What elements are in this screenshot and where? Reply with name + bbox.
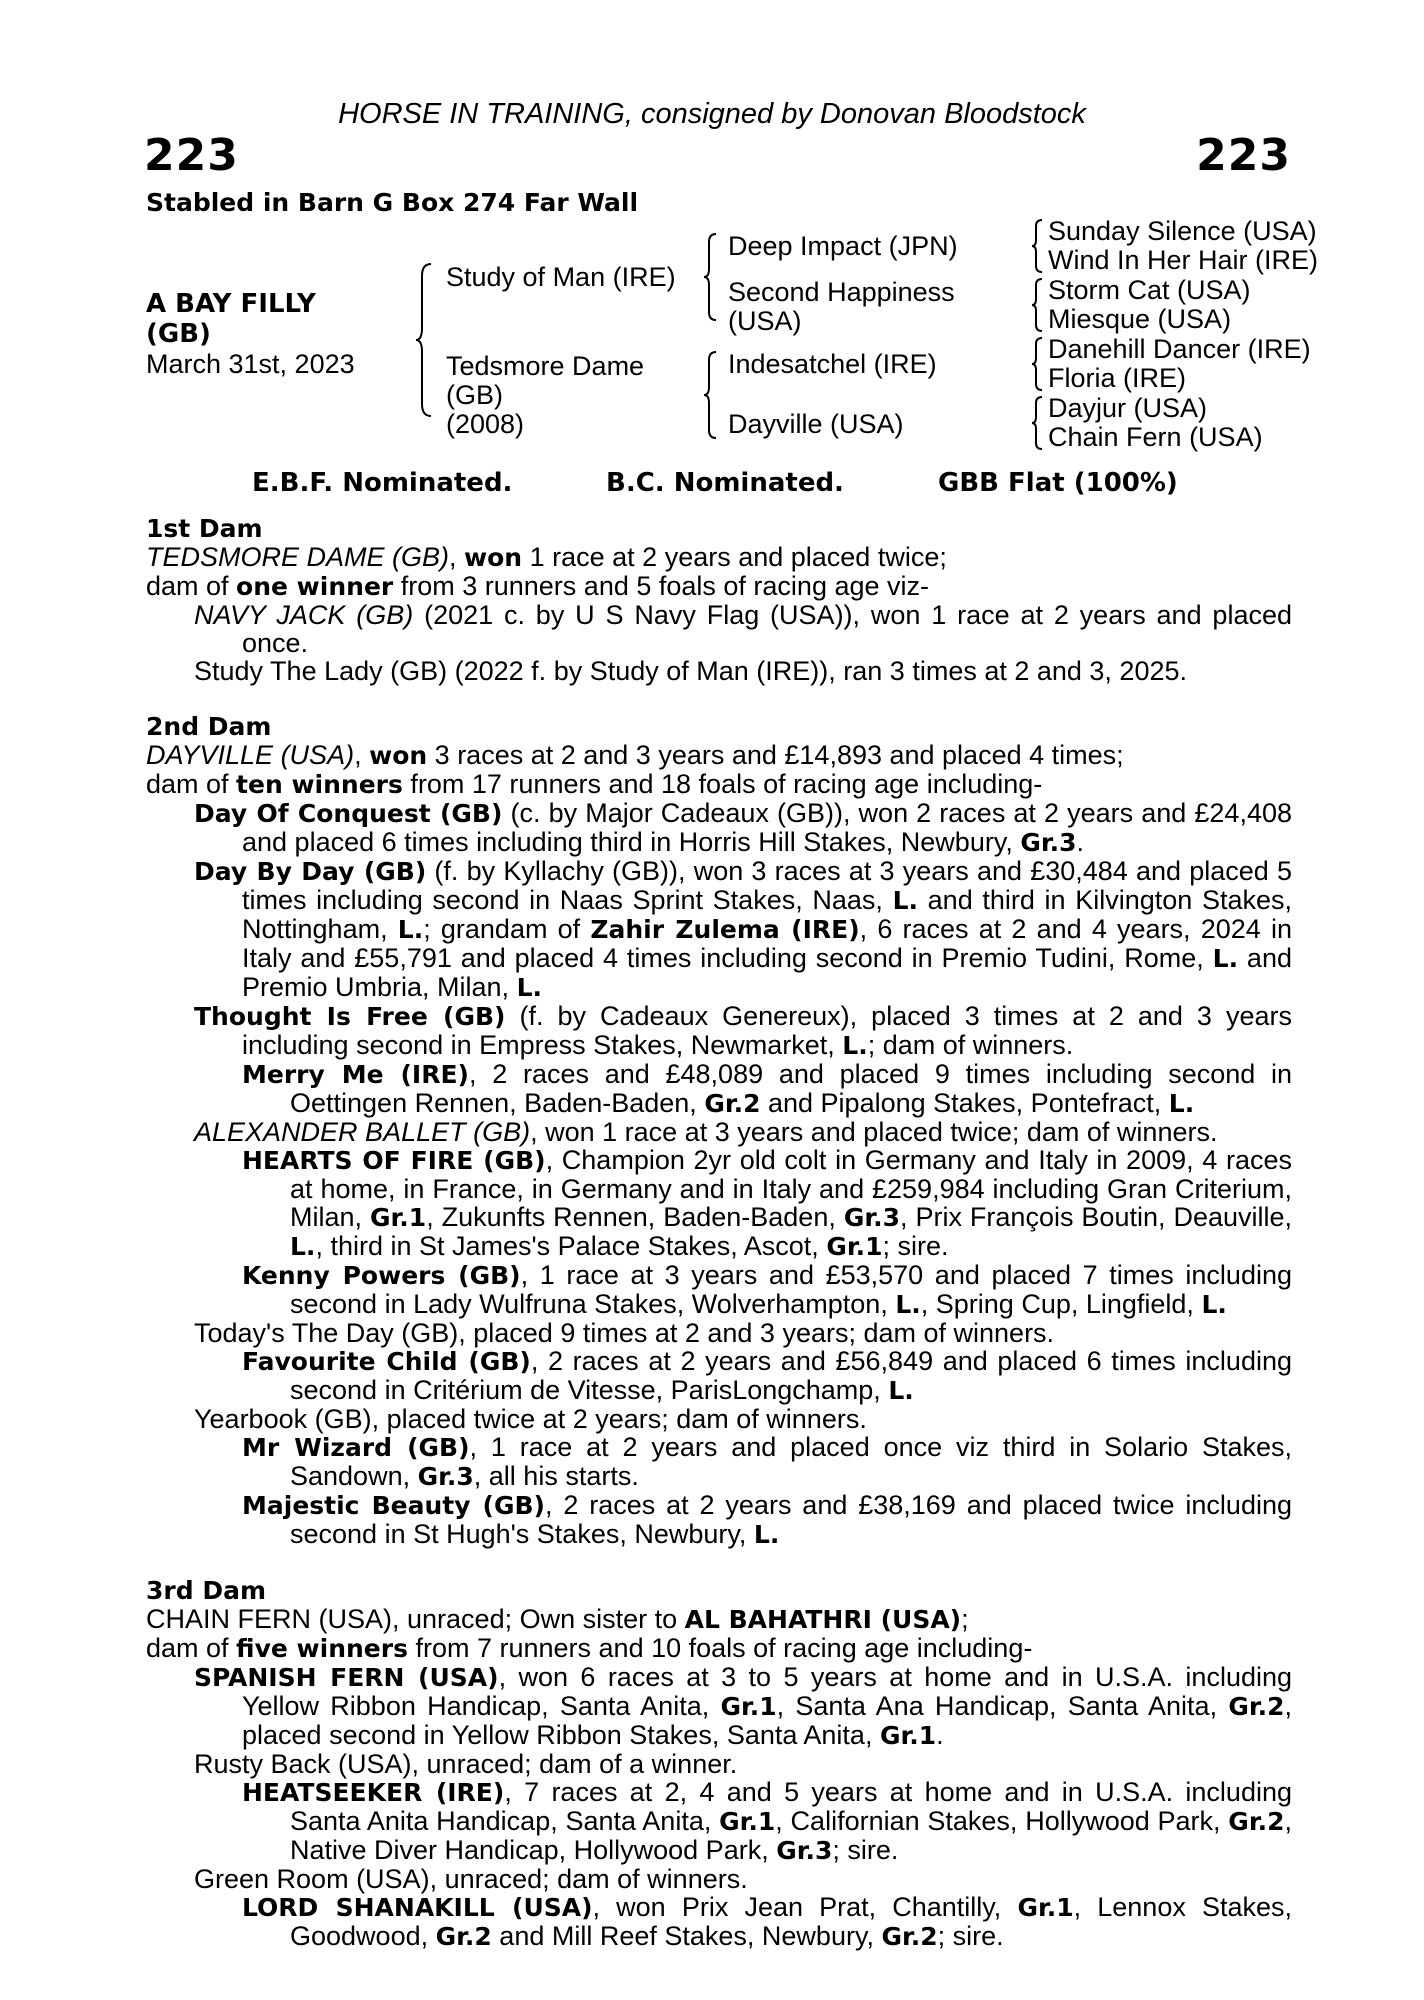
list-item: Study The Lady (GB) (2022 f. by Study of Man (IRE)), ran 3 times at 2 and 3, 2025. <box>194 656 1188 686</box>
list-item: Rusty Back (USA), unraced; dam of a winner. <box>194 1749 738 1779</box>
list-item: HEARTS OF FIRE (GB), Champion 2yr old colt in Germany and Italy in 2009, 4 races at home, in France, in Germany and in Italy and £259,984 including Gran Criterium, Milan, Gr.1, Zukunfts Rennen, Baden-Baden, Gr.3, Prix François Boutin, Deauville, L., third in St James's Palace Stakes, Ascot, Gr.1; sire. <box>242 1145 1293 1261</box>
list-item: LORD SHANAKILL (USA), won Prix Jean Prat, Chantilly, Gr.1, Lennox Stakes, Goodwood, Gr.2 and Mill Reef Stakes, Newbury, Gr.2; sire. <box>242 1892 1292 1951</box>
dam-sire: Indesatchel (IRE) <box>728 349 937 379</box>
brace-icon <box>1030 277 1044 333</box>
dam-country: (GB) <box>446 380 503 410</box>
foaling-date: March 31st, 2023 <box>146 349 355 379</box>
second-dam-produce: dam of ten winners from 17 runners and 18 foals of racing age including- <box>146 769 1043 799</box>
list-item: Mr Wizard (GB), 1 race at 2 years and placed once viz third in Solario Stakes, Sandown, Gr.3, all his starts. <box>242 1432 1292 1491</box>
list-item: SPANISH FERN (USA), won 6 races at 3 to 5 years at home and in U.S.A. including Yellow Ribbon Handicap, Santa Anita, Gr.1, Santa Ana Handicap, Santa Anita, Gr.2, placed second in Yellow Ribbon Stakes, Santa Anita, Gr.1. <box>194 1662 1293 1750</box>
horse-name: A BAY FILLY <box>146 289 316 319</box>
second-dam-heading: 2nd Dam <box>146 712 272 741</box>
granddam-3: Floria (IRE) <box>1048 363 1187 393</box>
list-item: Majestic Beauty (GB), 2 races at 2 years and £38,169 and placed twice including second in St Hugh's Stakes, Newbury, L. <box>242 1490 1292 1549</box>
ebf-nomination: E.B.F. Nominated. <box>252 468 513 498</box>
brace-icon <box>1030 395 1044 451</box>
list-item: HEATSEEKER (IRE), 7 races at 2, 4 and 5 years at home and in U.S.A. including Santa Anita Handicap, Santa Anita, Gr.1, Californian Stakes, Hollywood Park, Gr.2, Native Diver Handicap, Hollywood Park, Gr.3; sire. <box>242 1777 1292 1865</box>
dam-dam: Dayville (USA) <box>728 409 904 439</box>
list-item: Green Room (USA), unraced; dam of winners. <box>194 1864 748 1894</box>
grandsire-1: Sunday Silence (USA) <box>1048 216 1317 246</box>
sire: Study of Man (IRE) <box>446 262 676 292</box>
list-item: NAVY JACK (GB) (2021 c. by U S Navy Flag (USA)), won 1 race at 2 years and placed once. <box>194 600 1292 658</box>
list-item: Kenny Powers (GB), 1 race at 3 years and £53,570 and placed 7 times including second in Lady Wulfruna Stakes, Wolverhampton, L., Spring Cup, Lingfield, L. <box>242 1260 1292 1319</box>
third-dam-produce: dam of five winners from 7 runners and 10 foals of racing age including- <box>146 1633 1033 1663</box>
sire-dam-country: (USA) <box>728 306 802 336</box>
horse-name-suffix: (GB) <box>146 319 211 349</box>
grandsire-2: Storm Cat (USA) <box>1048 275 1251 305</box>
consignor-header: HORSE IN TRAINING, consigned by Donovan Bloodstock <box>338 98 1086 130</box>
brace-icon <box>1030 336 1044 392</box>
sire-sire: Deep Impact (JPN) <box>728 231 958 261</box>
brace-icon <box>414 262 434 418</box>
list-item: Yearbook (GB), placed twice at 2 years; dam of winners. <box>194 1404 867 1434</box>
lot-number-left: 223 <box>144 130 239 181</box>
produce-record <box>146 515 1292 1951</box>
first-dam-heading: 1st Dam <box>146 514 263 543</box>
sire-dam: Second Happiness <box>728 277 955 307</box>
second-dam-record: DAYVILLE (USA), won 3 races at 2 and 3 years and £14,893 and placed 4 times; <box>146 740 1124 770</box>
gbb-flat: GBB Flat (100%) <box>938 468 1178 498</box>
list-item: Merry Me (IRE), 2 races and £48,089 and placed 9 times including second in Oettingen Rennen, Baden-Baden, Gr.2 and Pipalong Stakes, Pontefract, L. <box>242 1059 1293 1118</box>
list-item: ALEXANDER BALLET (GB), won 1 race at 3 years and placed twice; dam of winners. <box>194 1117 1218 1147</box>
brace-icon <box>1030 218 1044 274</box>
dam: Tedsmore Dame <box>446 351 645 381</box>
brace-icon <box>702 232 718 322</box>
lot-number-right: 223 <box>1196 130 1291 181</box>
granddam-2: Miesque (USA) <box>1048 304 1232 334</box>
grandsire-4: Dayjur (USA) <box>1048 393 1208 423</box>
granddam-4: Chain Fern (USA) <box>1048 422 1263 452</box>
bc-nomination: B.C. Nominated. <box>606 468 844 498</box>
granddam-1: Wind In Her Hair (IRE) <box>1048 245 1319 275</box>
dam-year: (2008) <box>446 409 525 439</box>
list-item: Day Of Conquest (GB) (c. by Major Cadeaux (GB)), won 2 races at 2 years and £24,408 and placed 6 times including third in Horris Hill Stakes, Newbury, Gr.3. <box>194 798 1292 857</box>
first-dam-record: TEDSMORE DAME (GB), won 1 race at 2 years and placed twice; <box>146 542 947 572</box>
third-dam-heading: 3rd Dam <box>146 1576 266 1605</box>
list-item: Thought Is Free (GB) (f. by Cadeaux Genereux), placed 3 times at 2 and 3 years including second in Empress Stakes, Newmarket, L.; dam of winners. <box>194 1001 1292 1060</box>
first-dam-produce: dam of one winner from 3 runners and 5 foals of racing age viz- <box>146 571 930 601</box>
grandsire-3: Danehill Dancer (IRE) <box>1048 334 1311 364</box>
third-dam-record: CHAIN FERN (USA), unraced; Own sister to AL BAHATHRI (USA); <box>146 1604 969 1634</box>
list-item: Day By Day (GB) (f. by Kyllachy (GB)), won 3 races at 3 years and £30,484 and placed 5 times including second in Naas Sprint Stakes, Naas, L. and third in Kilvington Stakes, Nottingham, L.; grandam of Zahir Zulema (IRE), 6 races at 2 and 4 years, 2024 in Italy and £55,791 and placed 4 times including second in Premio Tudini, Rome, L. and Premio Umbria, Milan, L. <box>194 856 1293 1002</box>
brace-icon <box>702 350 718 440</box>
list-item: Favourite Child (GB), 2 races at 2 years and £56,849 and placed 6 times including second in Critérium de Vitesse, ParisLongchamp, L. <box>242 1346 1292 1405</box>
list-item: Today's The Day (GB), placed 9 times at 2 and 3 years; dam of winners. <box>194 1318 1055 1348</box>
stabling-info: Stabled in Barn G Box 274 Far Wall <box>146 188 639 217</box>
